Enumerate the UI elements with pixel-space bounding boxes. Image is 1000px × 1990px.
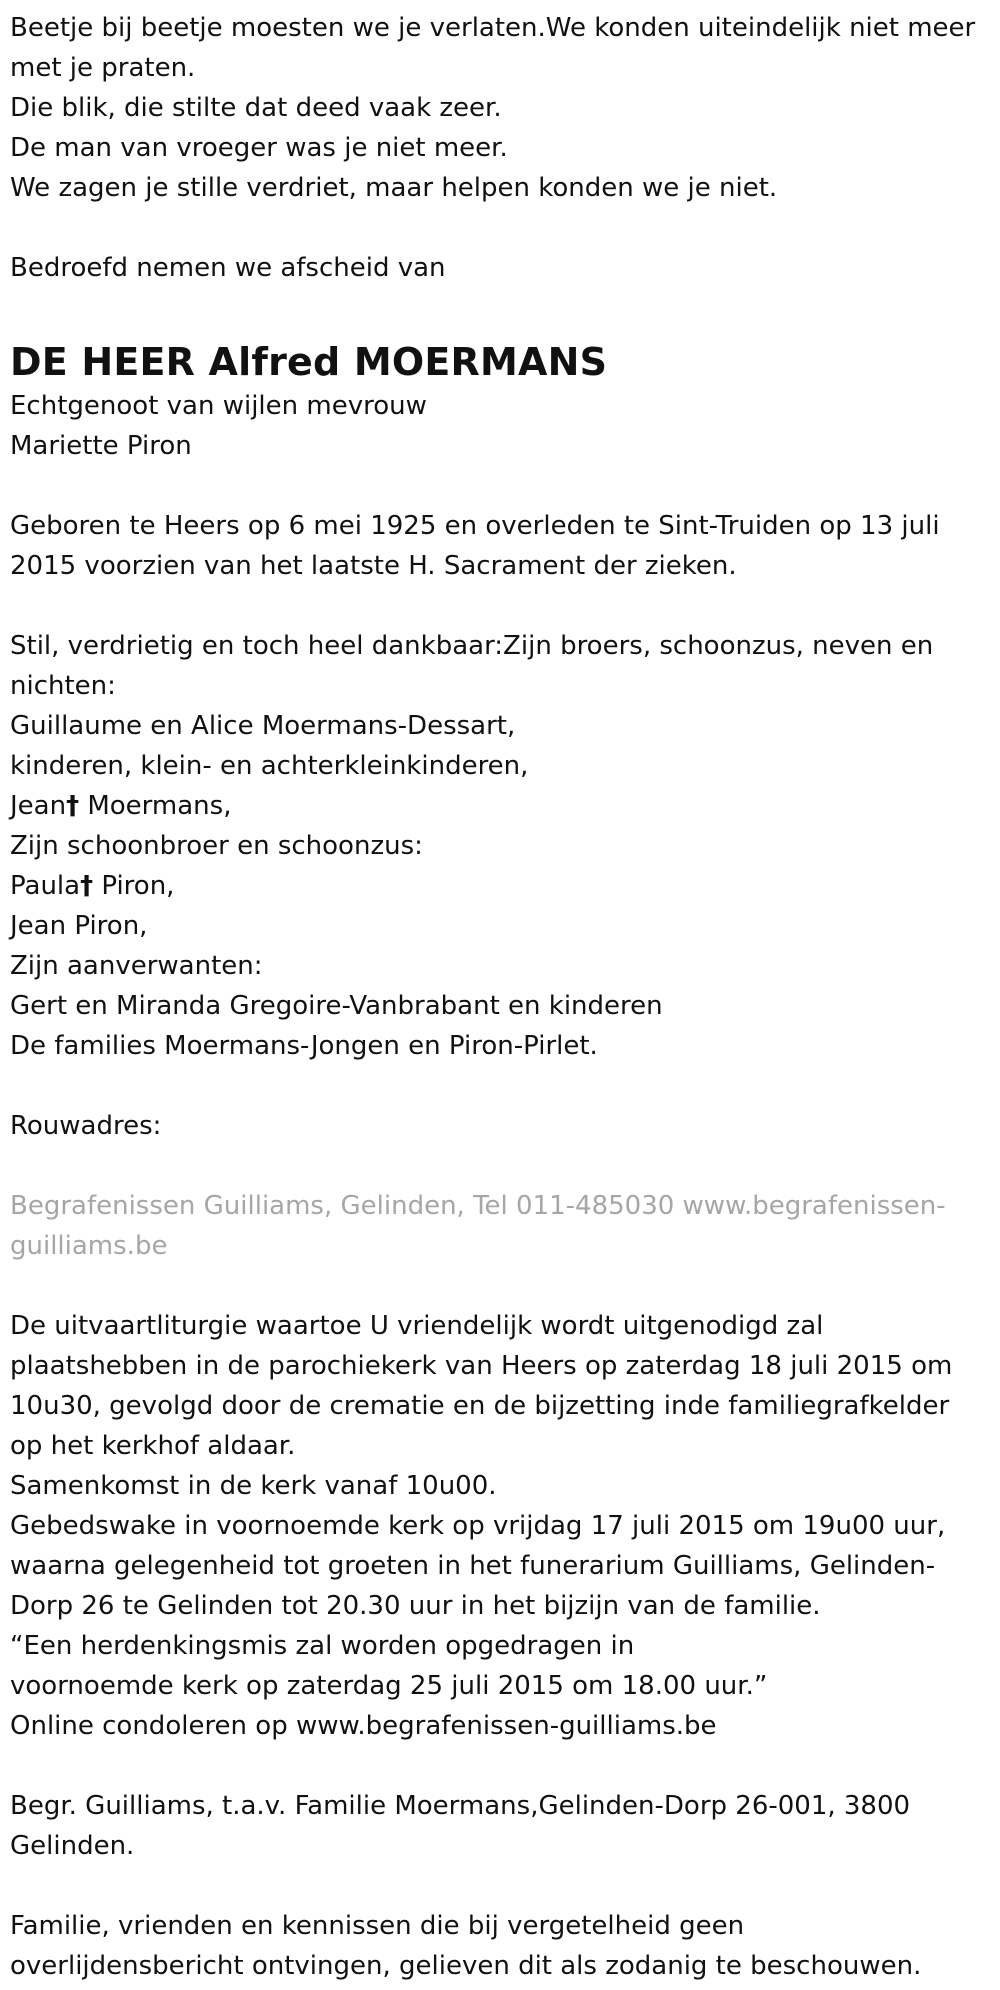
mass-text: voornoemde kerk op zaterdag 25 juli 2015 om 18.00 uur.” bbox=[10, 1671, 768, 1701]
member-surname: Piron, bbox=[93, 871, 175, 901]
family-member bbox=[10, 786, 985, 826]
spacer bbox=[10, 1866, 985, 1906]
birth-death-text: Geboren te Heers op 6 mei 1925 en overleden te Sint-Truiden op 13 juli 2015 voorzien van het laatste H. Sacrament der zieken. bbox=[10, 511, 940, 581]
poem-line: We zagen je stille verdriet, maar helpen konden we je niet. bbox=[10, 173, 778, 203]
poem-line: Die blik, die stilte dat deed vaak zeer. bbox=[10, 93, 502, 123]
family-member bbox=[10, 866, 985, 906]
spacer bbox=[10, 586, 985, 626]
obituary-document bbox=[10, 8, 985, 1986]
spacer bbox=[10, 466, 985, 506]
spacer bbox=[10, 208, 985, 248]
family-member: kinderen, klein- en achterkleinkinderen, bbox=[10, 751, 529, 781]
family-member: Jean Piron, bbox=[10, 911, 148, 941]
inlaws-heading: Zijn schoonbroer en schoonzus: bbox=[10, 831, 423, 861]
funeral-home-info: Begrafenissen Guilliams, Gelinden, Tel 011-485030 www.begrafenissen-guilliams.be bbox=[10, 1191, 946, 1261]
liturgy-text: De uitvaartliturgie waartoe U vriendelijk wordt uitgenodigd zal plaatshebben in de parochiekerk van Heers op zaterdag 18 juli 2015 om 10u30, gevolgd door de crematie en de bijzetting inde familiegrafkelder op het kerkhof aldaar. bbox=[10, 1311, 953, 1461]
mass-text: “Een herdenkingsmis zal worden opgedragen in bbox=[10, 1631, 635, 1661]
member-name: Jean bbox=[10, 791, 67, 821]
spacer bbox=[10, 1266, 985, 1306]
vigil-text: Gebedswake in voornoemde kerk op vrijdag 17 juli 2015 om 19u00 uur, waarna gelegenheid tot groeten in het funerarium Guilliams, Gelinden-Dorp 26 te Gelinden tot 20.30 uur in het bijzijn van de familie. bbox=[10, 1511, 946, 1621]
intro-text: Bedroefd nemen we afscheid van bbox=[10, 253, 446, 283]
spacer bbox=[10, 288, 985, 328]
poem-line: De man van vroeger was je niet meer. bbox=[10, 133, 508, 163]
member-surname: Moermans, bbox=[79, 791, 232, 821]
family-member: De families Moermans-Jongen en Piron-Pirlet. bbox=[10, 1031, 598, 1061]
poem bbox=[10, 8, 985, 208]
deceased-name: DE HEER Alfred MOERMANS bbox=[10, 340, 608, 384]
relatives-heading: Zijn aanverwanten: bbox=[10, 951, 263, 981]
spacer bbox=[10, 1146, 985, 1186]
spouse-name: Mariette Piron bbox=[10, 431, 192, 461]
member-name: Paula bbox=[10, 871, 81, 901]
service-details bbox=[10, 1306, 985, 1746]
family-member: Gert en Miranda Gregoire-Vanbrabant en kinderen bbox=[10, 991, 663, 1021]
cross-icon: † bbox=[80, 871, 94, 901]
family-intro: Stil, verdrietig en toch heel dankbaar:Zijn broers, schoonzus, neven en nichten: bbox=[10, 631, 934, 701]
cross-icon: † bbox=[66, 791, 80, 821]
rouwadres-label: Rouwadres: bbox=[10, 1111, 162, 1141]
spouse-line: Echtgenoot van wijlen mevrouw bbox=[10, 391, 427, 421]
poem-line: Beetje bij beetje moesten we je verlaten.We konden uiteindelijk niet meer met je praten. bbox=[10, 13, 976, 83]
closing-note: Familie, vrienden en kennissen die bij vergetelheid geen overlijdensbericht ontvingen, gelieven dit als zodanig te beschouwen. bbox=[10, 1911, 922, 1981]
spacer bbox=[10, 1066, 985, 1106]
postal-address: Begr. Guilliams, t.a.v. Familie Moermans,Gelinden-Dorp 26-001, 3800 Gelinden. bbox=[10, 1791, 911, 1861]
online-condolence-text: Online condoleren op www.begrafenissen-guilliams.be bbox=[10, 1711, 717, 1741]
spacer bbox=[10, 1746, 985, 1786]
family-list bbox=[10, 626, 985, 1066]
family-member: Guillaume en Alice Moermans-Dessart, bbox=[10, 711, 516, 741]
gathering-text: Samenkomst in de kerk vanaf 10u00. bbox=[10, 1471, 497, 1501]
